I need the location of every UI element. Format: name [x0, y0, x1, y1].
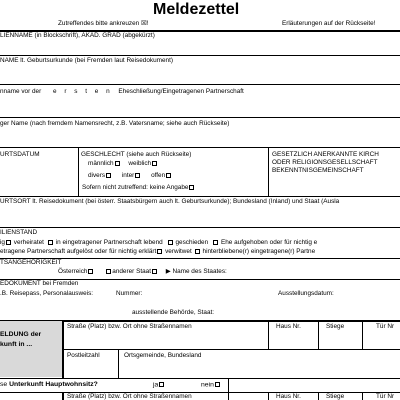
postleitzahl-label: Postleitzahl	[67, 352, 100, 359]
checkbox-geschieden[interactable]	[168, 240, 173, 245]
checkbox-offen[interactable]	[166, 173, 171, 178]
header-left-note: Zutreffendes bitte ankreuzen ☒!	[58, 20, 149, 27]
name-vor-ehe-label: nname vor der e r s t e n Eheschließung/Eingetragenen Partnerschaft	[0, 88, 244, 95]
checkbox-verwitwet[interactable]	[195, 249, 200, 254]
reisedokument-nummer-label: Nummer:	[116, 290, 143, 297]
familienname-label: LIENNAME (in Blockschrift), AKAD. GRAD (abgekürzt)	[0, 32, 155, 39]
ausstellungsdatum-label: Ausstellungsdatum:	[278, 290, 334, 297]
familienstand-label: ILIENSTAND	[0, 229, 38, 236]
vorname-field[interactable]	[150, 68, 390, 78]
religion-label-2: ODER RELIGIONSGESELLSCHAFT	[272, 159, 378, 166]
checkbox-keine-angabe[interactable]	[189, 185, 194, 190]
religion-label-3: BEKENNTNISGEMEINSCHAFT	[272, 167, 364, 174]
postleitzahl-field[interactable]	[66, 362, 114, 374]
reisedokument-label: EDOKUMENT bei Fremden	[0, 280, 79, 287]
hausnummer2-label: Haus Nr.	[276, 393, 301, 400]
ausstellende-behoerde-label: ausstellende Behörde, Staat:	[132, 309, 215, 316]
ortsgemeinde-label: Ortsgemeinde, Bundesland	[124, 352, 202, 359]
address-section-header	[0, 321, 62, 377]
checkbox-marked-icon: ☒!	[141, 20, 149, 27]
checkbox-ledig[interactable]	[6, 240, 11, 245]
checkbox-partnerschaft-aufgeloest[interactable]	[157, 249, 162, 254]
anmeldung-label-1: ELDUNG der	[0, 331, 42, 338]
familienstand-options-1: ig verheiratet in eingetragener Partnerschaft lebend geschieden Ehe aufgehoben oder für nichtig e	[0, 239, 318, 247]
stiege-field[interactable]	[322, 334, 358, 346]
checkbox-verheiratet[interactable]	[48, 240, 53, 245]
geschlecht-label: GESCHLECHT (siehe auch Rückseite)	[81, 151, 192, 158]
staatsangehoerigkeit-label: TSANGEHÖRIGKEIT	[0, 259, 62, 266]
stiege2-label: Stiege	[326, 393, 345, 400]
ortsgemeinde-field[interactable]	[122, 362, 394, 374]
strasse-field[interactable]	[66, 334, 264, 346]
sonstiger-name-field[interactable]	[150, 132, 390, 142]
name-vor-ehe-field[interactable]	[150, 100, 390, 112]
strasse-label: Straße (Platz) bzw. Ort ohne Straßennamen	[67, 323, 192, 330]
checkbox-hauptwohnsitz-ja[interactable]	[159, 382, 164, 387]
tuer-field[interactable]	[366, 334, 398, 346]
staatsangehoerigkeit-options: Österreich anderer Staat ▶ Name des Staates:	[58, 268, 227, 276]
geschlecht-maennlich[interactable]: männlich weiblich	[88, 161, 158, 168]
checkbox-weiblich[interactable]	[152, 161, 157, 166]
tuer2-label: Tür Nr	[376, 393, 395, 400]
geburtsort-field[interactable]	[2, 210, 396, 222]
reisedokument-art-label: .B. Reisepass, Personalausweis:	[0, 290, 94, 297]
checkbox-ehe-aufgehoben[interactable]	[213, 240, 218, 245]
vorname-label: NAME lt. Geburtsurkunde (bei Fremden laut Reisedokument)	[0, 57, 173, 64]
hausnummer-field[interactable]	[272, 334, 314, 346]
header-right-note: Erläuterungen auf der Rückseite!	[282, 20, 376, 27]
checkbox-hauptwohnsitz-nein[interactable]	[215, 382, 220, 387]
tuer-label: Tür Nr	[376, 323, 395, 330]
geburtsort-label: URTSORT lt. Reisedokument (bei österr. Staatsbürgern auch lt. Geburtsurkunde); Bundesland (Inland) und Staat (Ausla	[0, 198, 340, 205]
strasse2-label: Straße (Platz) bzw. Ort ohne Straßennamen	[67, 393, 192, 400]
anmeldung-label-2: kunft in ...	[0, 341, 33, 348]
religion-field[interactable]	[272, 178, 396, 192]
geburtsdatum-field[interactable]	[2, 162, 74, 192]
arrow-right-icon: ▶	[165, 268, 171, 276]
stiege-label: Stiege	[326, 323, 345, 330]
checkbox-maennlich[interactable]	[115, 161, 120, 166]
checkbox-inter[interactable]	[135, 173, 140, 178]
geburtsdatum-label: URTSDATUM	[0, 151, 40, 158]
geschlecht-keine-angabe: Sofern nicht zutreffend: keine Angabe	[82, 185, 195, 192]
geschlecht-divers-row: divers inter offen	[88, 173, 172, 180]
religion-label-1: GESETZLICH ANERKANNTE KIRCH	[272, 151, 379, 158]
familienname-field[interactable]	[150, 42, 390, 52]
sonstiger-name-label: ger Name (nach fremdem Namensrecht, z.B. Vatersname; siehe auch Rückseite)	[0, 120, 230, 127]
hauptwohnsitz-question: se Unterkunft Hauptwohnsitz?	[0, 381, 98, 388]
checkbox-oesterreich[interactable]	[88, 269, 93, 274]
familienstand-options-2: etragene Partnerschaft aufgelöst oder für nichtig erklärt verwitwet hinterbliebene(r) eingetragene(r) Partne	[0, 248, 316, 256]
page-title: Meldezettel	[153, 1, 240, 18]
checkbox-anderer-staat-mark[interactable]	[152, 269, 157, 274]
hauptwohnsitz-ja[interactable]: ja	[153, 382, 165, 389]
hausnummer-label: Haus Nr.	[276, 323, 301, 330]
checkbox-divers[interactable]	[106, 173, 111, 178]
hauptwohnsitz-nein[interactable]: nein	[201, 382, 221, 389]
checkbox-anderer-staat[interactable]	[106, 269, 111, 274]
